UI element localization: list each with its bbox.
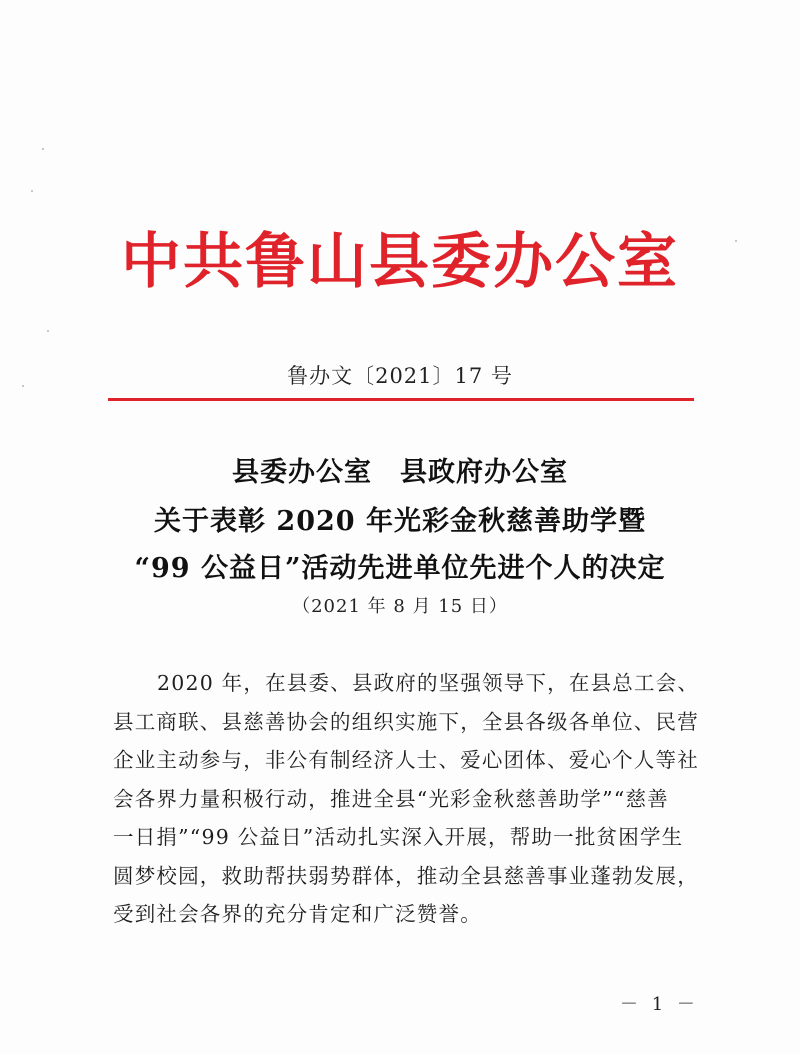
decision-heading-line-3: “99 公益日”活动先进单位先进个人的决定 (134, 553, 666, 584)
decision-heading-line-2: 关于表彰 2020 年光彩金秋慈善助学暨 (154, 506, 646, 537)
scan-speck (31, 190, 33, 192)
issuing-organization-title: 中共鲁山县委办公室 (121, 227, 679, 297)
scan-speck (47, 330, 49, 332)
body-line: 县工商联、县慈善协会的组织实施下，全县各级各单位、民营 (113, 709, 699, 734)
body-line: 一日捐”“99 公益日”活动扎实深入开展，帮助一批贫困学生 (113, 825, 684, 849)
red-divider-line (108, 398, 694, 401)
page-number: － 1 － (620, 994, 699, 1015)
body-paragraph (113, 664, 700, 934)
decision-heading-line-1: 县委办公室 县政府办公室 (232, 457, 568, 488)
body-line: 会各界力量积极行动，推进全县“光彩金秋慈善助学”“慈善 (113, 786, 669, 811)
scan-speck (42, 148, 44, 150)
decision-date: （2021 年 8 月 15 日） (292, 596, 508, 617)
body-line: 圆梦校园，救助帮扶弱势群体，推动全县慈善事业蓬勃发展， (113, 863, 699, 888)
body-line: 企业主动参与，非公有制经济人士、爱心团体、爱心个人等社 (113, 748, 699, 772)
body-line: 2020 年，在县委、县政府的坚强领导下，在县总工会、 (157, 671, 700, 695)
body-line: 受到社会各界的充分肯定和广泛赞誉。 (113, 902, 482, 926)
document-number: 鲁办文〔2021〕17 号 (287, 364, 513, 388)
